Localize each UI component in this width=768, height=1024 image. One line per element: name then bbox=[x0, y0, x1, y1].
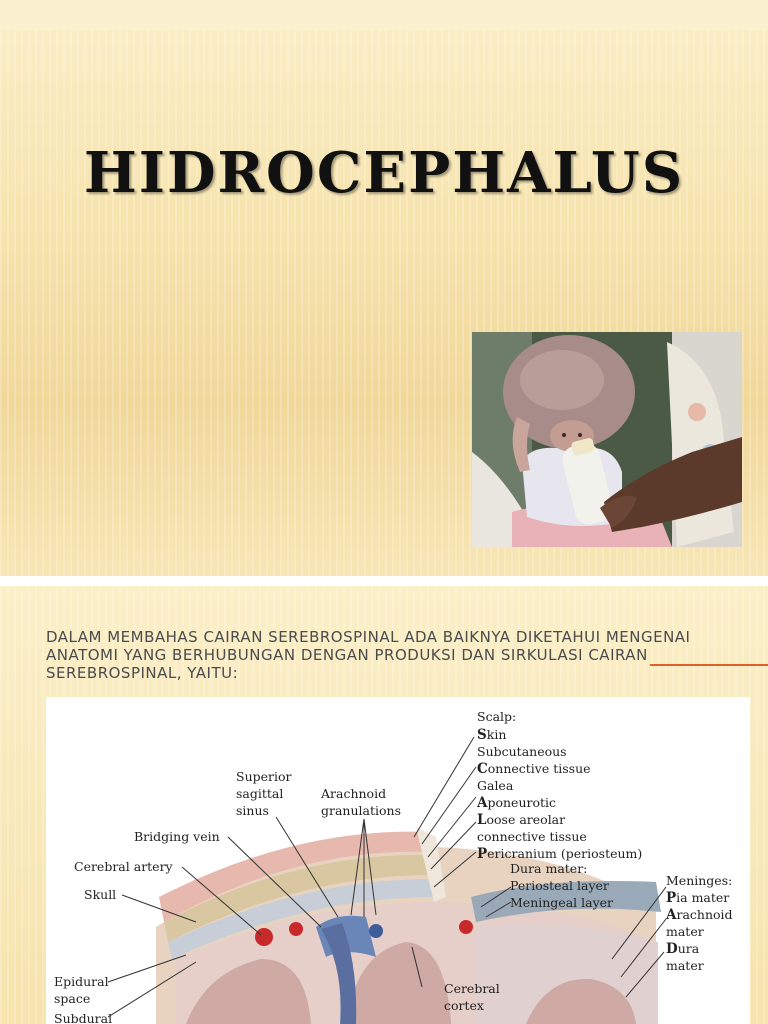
label-cerebral-artery: Cerebral artery bbox=[74, 859, 173, 874]
meninges-diagram bbox=[46, 697, 750, 1024]
infant-photo bbox=[472, 332, 742, 547]
label-superior-3: sinus bbox=[236, 803, 269, 818]
label-cerebral-cortex-1: Cerebral bbox=[444, 981, 500, 996]
label-bridging-vein: Bridging vein bbox=[134, 829, 220, 844]
label-loose-connective: connective tissue bbox=[477, 829, 587, 844]
label-pericranium: Pericranium (periosteum) bbox=[477, 846, 643, 862]
label-meningeal-layer: Meningeal layer bbox=[510, 895, 614, 910]
slide-divider bbox=[0, 576, 768, 586]
label-epidural-2: space bbox=[54, 991, 91, 1006]
label-pia-mater: Pia mater bbox=[666, 890, 730, 906]
label-scalp: Scalp: bbox=[477, 709, 517, 724]
label-superior-2: sagittal bbox=[236, 786, 284, 801]
label-arachnoid: Arachnoid bbox=[666, 907, 733, 923]
label-cerebral-cortex-2: cortex bbox=[444, 998, 484, 1013]
label-epidural-1: Epidural bbox=[54, 974, 109, 989]
label-skin: Skin bbox=[477, 727, 507, 743]
label-arachnoid-gran-1: Arachnoid bbox=[321, 786, 387, 801]
label-arachnoid-mater: mater bbox=[666, 924, 704, 939]
label-aponeurotic: Aponeurotic bbox=[477, 795, 557, 811]
anatomy-slide bbox=[0, 586, 768, 1024]
label-dura-mater: mater bbox=[666, 958, 704, 973]
label-dura: Dura bbox=[666, 941, 700, 957]
label-galea: Galea bbox=[477, 778, 514, 793]
label-superior-1: Superior bbox=[236, 769, 292, 784]
label-subdural: Subdural bbox=[54, 1011, 113, 1024]
label-dura-mater-title: Dura mater: bbox=[510, 861, 588, 876]
top-band bbox=[0, 0, 768, 30]
label-meninges: Meninges: bbox=[666, 873, 733, 888]
label-loose-areolar: Loose areolar bbox=[477, 812, 566, 828]
label-connective-tissue: Connective tissue bbox=[477, 761, 591, 777]
label-arachnoid-gran-2: granulations bbox=[321, 803, 401, 818]
label-periosteal-layer: Periosteal layer bbox=[510, 878, 609, 893]
slide-title: HIDROCEPHALUS bbox=[83, 140, 685, 206]
label-subcutaneous: Subcutaneous bbox=[477, 744, 567, 759]
label-skull: Skull bbox=[84, 887, 117, 902]
accent-line bbox=[650, 664, 768, 666]
intro-paragraph: DALAM MEMBAHAS CAIRAN SEREBROSPINAL ADA BAIKNYA DIKETAHUI MENGENAI ANATOMI YANG BERHUBUNGAN DENGAN PRODUKSI DAN SIRKULASI CAIRAN SEREBROSPINAL, YAITU: bbox=[46, 628, 691, 682]
